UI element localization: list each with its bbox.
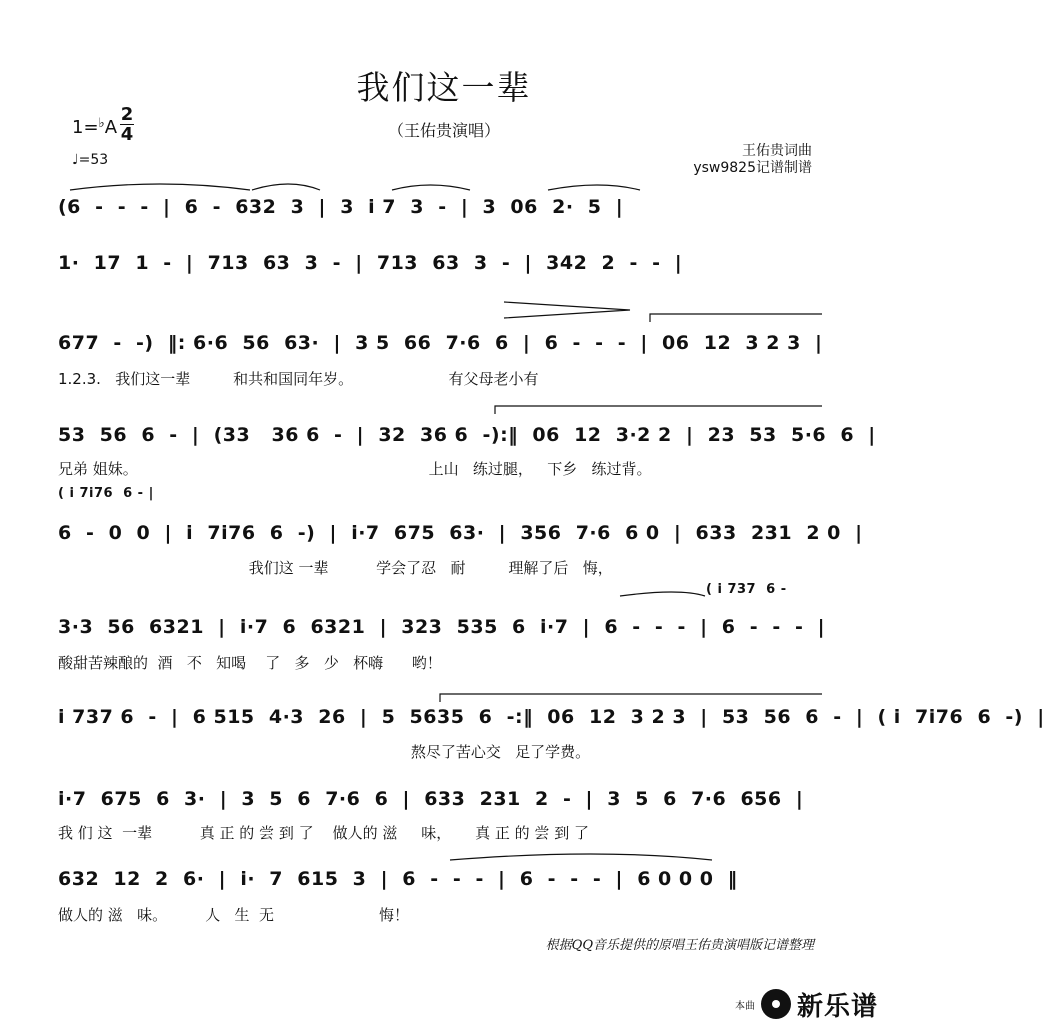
alternate-line-2: ( i 737 6 - — [706, 582, 787, 597]
notation-row-5: 6 - 0 0 | i 7i76 6 -) | i·7 675 63· | 356 7·6 6 0 | 633 231 2 0 | — [58, 522, 863, 544]
notation-row-9: 632 12 2 6· | i· 7 615 3 | 6 - - - | 6 - - - | 6 0 0 0 ‖ — [58, 868, 738, 890]
notation-row-4: 53 56 6 - | (33 36 6 - | 32 36 6 -):‖ 06 12 3·2 2 | 23 53 5·6 6 | — [58, 424, 876, 446]
composer-credit: 王佑贵词曲 — [742, 143, 812, 159]
notation-row-1: (6 - - - | 6 - 632 3 | 3 i 7 3 - | 3 06 2· 5 | — [58, 196, 624, 218]
site-logo — [735, 988, 878, 1020]
transcriber-credit: ysw9825记谱制谱 — [693, 160, 812, 176]
logo-prefix: 本曲 — [734, 1000, 755, 1012]
lyric-row-6: 酸甜苦辣酿的 酒 不 知喝 了 多 少 杯嗨 哟！ — [58, 654, 442, 672]
notation-row-6: 3·3 56 6321 | i·7 6 6321 | 323 535 6 i·7 | 6 - - - | 6 - - - | — [58, 616, 826, 638]
tempo-mark: ♩=53 — [72, 152, 109, 168]
lyric-row-5: 我们这 一辈 学会了忍 耐 理解了后 悔， — [58, 559, 613, 577]
song-title: 我们这一辈 — [356, 68, 532, 107]
transcription-note: 根据QQ音乐提供的原唱王佑贵演唱版记谱整理 — [545, 938, 814, 953]
logo-name: 新乐谱 — [796, 991, 878, 1022]
meter-bottom: 4 — [120, 124, 134, 145]
notation-row-2: 1· 17 1 - | 713 63 3 - | 713 63 3 - | 342 2 - - | — [58, 252, 683, 274]
notation-row-8: i·7 675 6 3· | 3 5 6 7·6 6 | 633 231 2 - | 3 5 6 7·6 656 | — [58, 788, 804, 810]
notation-row-3: 677 - -) ‖: 6·6 56 63· | 3 5 66 7·6 6 | 6 - - - | 06 12 3 2 3 | — [58, 332, 823, 354]
meter-top: 2 — [120, 104, 134, 125]
key-signature: 1=♭A — [72, 116, 118, 138]
performer-subtitle: （王佑贵演唱） — [387, 121, 500, 140]
lyric-row-4: 兄弟 姐妹。 上山 练过腿， 下乡 练过背。 — [58, 460, 652, 478]
lyric-row-3: 1.2.3. 我们这一辈 和共和国同年岁。 有父母老小有 — [58, 370, 539, 388]
notation-row-7: i 737 6 - | 6 515 4·3 26 | 5 5635 6 -:‖ 06 12 3 2 3 | 53 56 6 - | ( i 7i76 6 -) | — [58, 706, 1045, 728]
record-disc-icon — [761, 989, 791, 1019]
lyric-row-9: 做人的 滋 味。 人 生 无 悔！ — [58, 906, 409, 924]
lyric-row-8: 我 们 这 一辈 真 正 的 尝 到 了 做人的 滋 味， 真 正 的 尝 到 了 — [58, 824, 589, 842]
alternate-ending-line: ( i 7i76 6 - | — [58, 486, 154, 501]
lyric-row-7: 熬尽了苦心交 足了学费。 — [58, 743, 591, 761]
